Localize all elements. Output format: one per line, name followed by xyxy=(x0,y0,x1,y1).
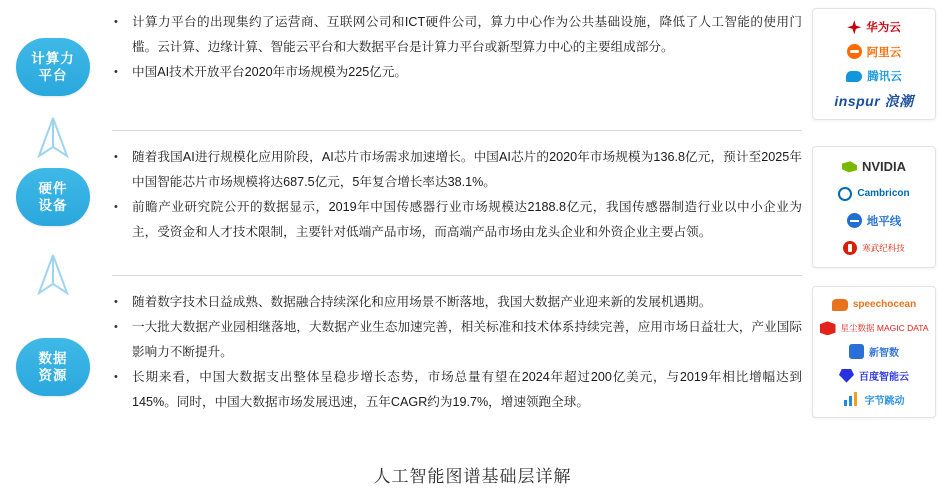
tencent-cloud-logo-icon xyxy=(846,71,862,82)
cambricon-logo-icon xyxy=(838,187,852,201)
xinzhi-data-logo-icon xyxy=(849,344,864,359)
logo-huawei-cloud xyxy=(813,15,935,39)
chip-company-logo-icon xyxy=(843,241,857,255)
layer-pill-hardware[interactable] xyxy=(16,168,90,226)
logo-label: NVIDIA xyxy=(861,159,907,174)
bullet-dot-icon: • xyxy=(114,151,118,163)
magic-data-logo-icon xyxy=(820,321,836,335)
logo-label: 阿里云 xyxy=(866,46,902,59)
layer-column xyxy=(8,8,98,438)
bullet-text: 中国AI技术开放平台2020年市场规模为225亿元。 xyxy=(132,65,408,79)
logo-chip-company xyxy=(813,236,935,260)
list-item xyxy=(112,365,802,415)
list-item xyxy=(112,60,802,85)
bullet-block-hardware xyxy=(112,145,802,245)
section-divider xyxy=(112,130,802,131)
up-arrow-icon-2 xyxy=(36,253,70,295)
bullet-text: 前瞻产业研究院公开的数据显示，2019年中国传感器行业市场规模达2188.8亿元，我国传感器制造行业以中小企业为主，受资金和人才技术限制，主要针对低端产品市场，而高端产品市场由龙头企业和外资企业主要占领。 xyxy=(132,200,802,239)
up-arrow-icon-1 xyxy=(36,116,70,158)
logo-label: 星尘数据 MAGIC DATA xyxy=(840,323,929,334)
bullet-text: 随着我国AI进行规模化应用阶段，AI芯片市场需求加速增长。中国AI芯片的2020年市场规模为136.8亿元，预计至2025年中国智能芯片市场规模将达687.5亿元，5年复合增长率达38.1%。 xyxy=(132,150,802,189)
bullet-dot-icon: • xyxy=(114,201,118,213)
list-item xyxy=(112,290,802,315)
logo-label: 百度智能云 xyxy=(859,372,909,384)
alibaba-cloud-logo-icon xyxy=(847,44,862,59)
bullet-dot-icon: • xyxy=(114,321,118,333)
layer-pill-label-line2: 设备 xyxy=(38,198,68,213)
layer-pill-label-line1: 数据 xyxy=(38,351,68,366)
bullet-dot-icon: • xyxy=(114,16,118,28)
page-title: 人工智能图谱基础层详解 xyxy=(373,467,572,486)
logo-label: 字节跳动 xyxy=(864,395,905,407)
logo-card-data-resource xyxy=(812,286,936,418)
logo-label: speechocean xyxy=(852,299,917,311)
bullet-dot-icon: • xyxy=(114,296,118,308)
bytedance-logo-icon xyxy=(844,392,860,406)
logo-speechocean xyxy=(813,293,935,317)
logo-inspur xyxy=(813,89,935,113)
logo-card-hardware xyxy=(812,146,936,268)
logo-alibaba-cloud xyxy=(813,40,935,64)
logo-horizon-robotics xyxy=(813,209,935,233)
logo-label: inspur 浪潮 xyxy=(834,92,914,109)
horizon-robotics-logo-icon xyxy=(847,213,862,228)
bullet-dot-icon: • xyxy=(114,66,118,78)
layer-pill-label-line2: 平台 xyxy=(38,68,68,83)
bullet-block-compute-platform xyxy=(112,10,802,85)
layer-pill-label-line1: 计算力 xyxy=(31,51,75,66)
bullet-text: 随着数字技术日益成熟、数据融合持续深化和应用场景不断落地，我国大数据产业迎来新的发展机遇期。 xyxy=(132,295,712,309)
bullet-dot-icon: • xyxy=(114,371,118,383)
bullet-text: 长期来看，中国大数据支出整体呈稳步增长态势，市场总量有望在2024年超过200亿美元，与2019年相比增幅达到145%。同时，中国大数据市场发展迅速，五年CAGR约为19.7%，增速领跑全球。 xyxy=(132,370,802,409)
logo-label: 新智数 xyxy=(869,348,899,360)
list-item xyxy=(112,145,802,195)
logo-label: 腾讯云 xyxy=(867,71,902,84)
huawei-cloud-logo-icon xyxy=(847,20,861,34)
nvidia-logo-icon xyxy=(842,160,857,173)
list-item xyxy=(112,10,802,60)
section-divider xyxy=(112,275,802,276)
speechocean-logo-icon xyxy=(832,299,848,311)
logo-label: Cambricon xyxy=(857,188,910,199)
logo-label: 地平线 xyxy=(866,215,902,228)
layer-pill-compute-platform[interactable] xyxy=(16,38,90,96)
bullet-block-data-resource xyxy=(112,290,802,415)
logo-card-compute-platform xyxy=(812,8,936,120)
layer-pill-data-resource[interactable] xyxy=(16,338,90,396)
layer-pill-label-line2: 资源 xyxy=(38,368,68,383)
logo-tencent-cloud xyxy=(813,64,935,88)
bullet-text: 一大批大数据产业园相继落地，大数据产业生态加速完善，相关标准和技术体系持续完善，应用市场日益壮大，产业国际影响力不断提升。 xyxy=(132,320,802,359)
baidu-ai-cloud-logo-icon xyxy=(839,369,854,383)
logo-label: 寒武纪科技 xyxy=(862,242,905,253)
logo-cambricon xyxy=(813,182,935,206)
logo-magic-data xyxy=(813,317,935,341)
logo-baidu-ai-cloud xyxy=(813,364,935,388)
logo-nvidia xyxy=(813,155,935,179)
logo-bytedance xyxy=(813,387,935,411)
logo-xinzhi-data xyxy=(813,340,935,364)
logo-label: 华为云 xyxy=(866,22,901,35)
list-item xyxy=(112,195,802,245)
bullet-text: 计算力平台的出现集约了运营商、互联网公司和ICT硬件公司，算力中心作为公共基础设施，降低了人工智能的使用门槛。云计算、边缘计算、智能云平台和大数据平台是计算力平台或新型算力中心的主要组成部分。 xyxy=(132,15,802,54)
list-item xyxy=(112,315,802,365)
layer-pill-label-line1: 硬件 xyxy=(38,181,68,196)
